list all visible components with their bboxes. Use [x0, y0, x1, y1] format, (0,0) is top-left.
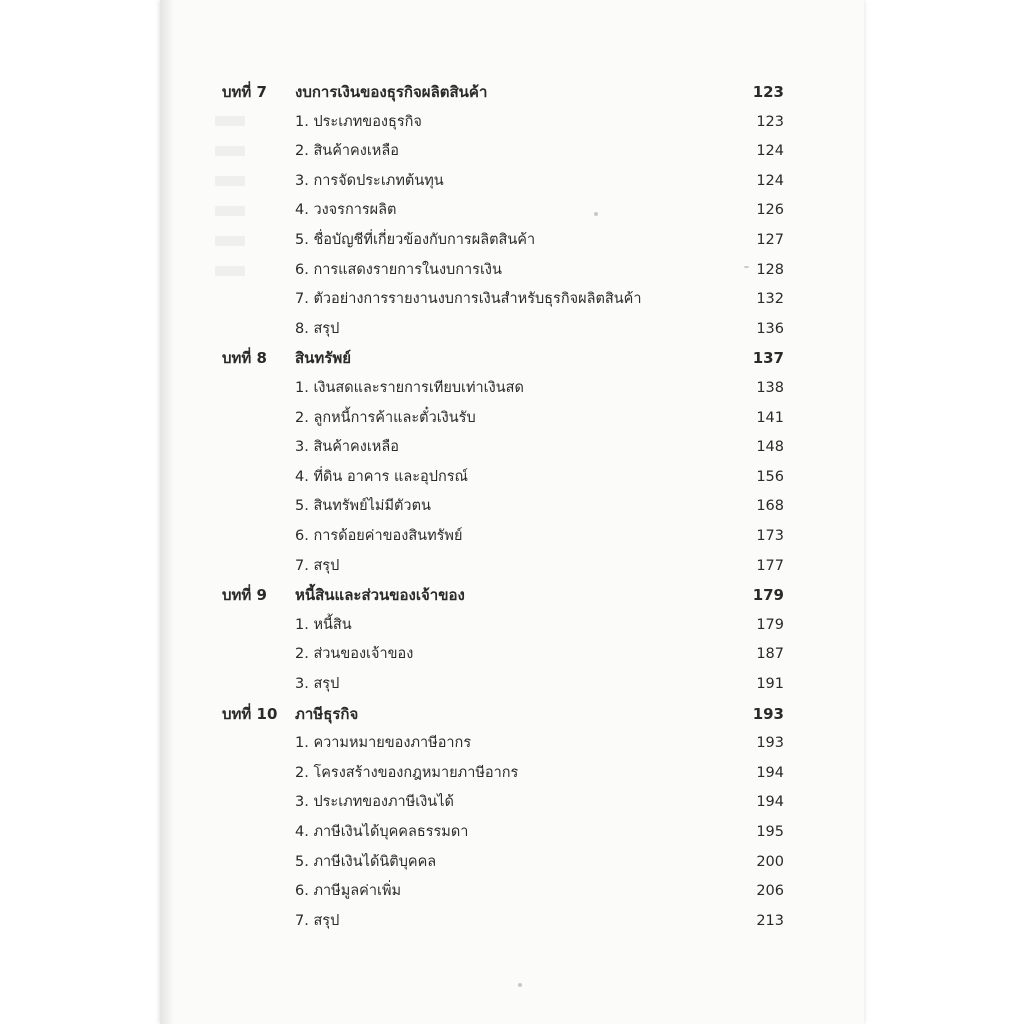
section-page-number: 127	[756, 232, 784, 248]
section-title: 7. สรุป	[295, 557, 340, 574]
section-page-number: 194	[756, 764, 784, 781]
toc-item-row	[0, 136, 1024, 166]
section-title: 2. ลูกหนี้การค้าและตั๋วเงินรับ	[295, 409, 476, 426]
toc-item-row	[0, 817, 1024, 847]
section-page-number: 168	[756, 498, 784, 515]
section-page-number: 179	[756, 616, 784, 633]
section-page-number: 193	[756, 735, 784, 752]
section-title: 7. ตัวอย่างการรายงานงบการเงินสำหรับธุรกิจผลิตสินค้า	[295, 291, 642, 308]
toc-item-row	[0, 787, 1024, 817]
toc-item-row	[0, 758, 1024, 788]
section-page-number: 173	[756, 528, 784, 544]
section-page-number: 141	[756, 409, 784, 426]
section-title: 3. สรุป	[295, 676, 340, 692]
chapter-row	[0, 580, 1024, 610]
toc-item-row	[0, 432, 1024, 462]
chapter-page-number: 193	[752, 704, 784, 723]
toc-item-row	[0, 284, 1024, 314]
section-title: 1. เงินสดและรายการเทียบเท่าเงินสด	[295, 380, 524, 396]
chapter-page-number: 137	[752, 349, 784, 368]
section-page-number: 132	[756, 291, 784, 308]
toc-item-row	[0, 314, 1024, 344]
section-title: 1. ประเภทของธุรกิจ	[295, 113, 422, 130]
section-title: 3. ประเภทของภาษีเงินได้	[295, 794, 454, 811]
chapter-number: บทที่ 7	[222, 83, 267, 101]
section-title: 7. สรุป	[295, 912, 340, 929]
section-page-number: 200	[756, 853, 784, 870]
toc-item-row	[0, 551, 1024, 581]
chapter-row	[0, 343, 1024, 373]
section-title: 3. สินค้าคงเหลือ	[295, 439, 399, 456]
section-page-number: 148	[756, 439, 784, 456]
toc-item-row	[0, 876, 1024, 906]
section-page-number: 128	[756, 261, 784, 278]
toc-item-row	[0, 847, 1024, 877]
chapter-title: หนี้สินและส่วนของเจ้าของ	[295, 586, 465, 605]
section-title: 4. วงจรการผลิต	[295, 202, 397, 219]
section-title: 4. ภาษีเงินได้บุคคลธรรมดา	[295, 824, 469, 840]
chapter-row	[0, 699, 1024, 729]
toc-item-row	[0, 255, 1024, 285]
section-page-number: 124	[756, 143, 784, 160]
toc-item-row	[0, 373, 1024, 403]
toc-item-row	[0, 521, 1024, 551]
toc-item-row	[0, 403, 1024, 433]
section-page-number: 206	[756, 883, 784, 900]
section-title: 5. สินทรัพย์ไม่มีตัวตน	[295, 498, 431, 515]
toc-item-row	[0, 610, 1024, 640]
section-page-number: 123	[756, 113, 784, 130]
chapter-number: บทที่ 10	[222, 704, 278, 723]
section-title: 2. โครงสร้างของกฎหมายภาษีอากร	[295, 764, 519, 781]
chapter-title: สินทรัพย์	[295, 349, 352, 368]
section-title: 4. ที่ดิน อาคาร และอุปกรณ์	[295, 468, 468, 485]
chapter-row	[0, 77, 1024, 107]
section-title: 1. ความหมายของภาษีอากร	[295, 735, 472, 752]
toc-item-row	[0, 225, 1024, 255]
chapter-number: บทที่ 9	[222, 586, 267, 605]
section-page-number: 156	[756, 468, 784, 485]
toc-item-row	[0, 669, 1024, 699]
section-page-number: 138	[756, 380, 784, 396]
chapter-number: บทที่ 8	[222, 349, 267, 368]
toc-item-row	[0, 728, 1024, 758]
section-page-number: 136	[756, 320, 784, 337]
section-title: 6. การด้อยค่าของสินทรัพย์	[295, 528, 463, 544]
section-page-number: 194	[756, 794, 784, 811]
chapter-page-number: 123	[752, 83, 784, 101]
toc-item-row	[0, 906, 1024, 936]
chapter-title: งบการเงินของธุรกิจผลิตสินค้า	[295, 83, 488, 101]
section-title: 2. ส่วนของเจ้าของ	[295, 646, 414, 663]
section-page-number: 187	[756, 646, 784, 663]
section-page-number: 213	[756, 912, 784, 929]
toc-item-row	[0, 491, 1024, 521]
section-title: 6. การแสดงรายการในงบการเงิน	[295, 261, 502, 278]
section-page-number: 124	[756, 172, 784, 189]
section-page-number: 126	[756, 202, 784, 219]
section-page-number: 177	[756, 557, 784, 574]
section-title: 3. การจัดประเภทต้นทุน	[295, 172, 444, 189]
section-title: 8. สรุป	[295, 320, 340, 337]
section-page-number: 195	[756, 824, 784, 840]
section-title: 5. ภาษีเงินได้นิติบุคคล	[295, 853, 437, 870]
section-title: 5. ชื่อบัญชีที่เกี่ยวข้องกับการผลิตสินค้า	[295, 232, 536, 248]
chapter-title: ภาษีธุรกิจ	[295, 704, 359, 723]
section-title: 2. สินค้าคงเหลือ	[295, 143, 399, 160]
toc-item-row	[0, 639, 1024, 669]
toc-item-row	[0, 107, 1024, 137]
section-title: 1. หนี้สิน	[295, 616, 352, 633]
section-page-number: 191	[756, 676, 784, 692]
section-title: 6. ภาษีมูลค่าเพิ่ม	[295, 883, 402, 900]
toc-item-row	[0, 462, 1024, 492]
toc-item-row	[0, 195, 1024, 225]
chapter-page-number: 179	[752, 586, 784, 605]
toc-item-row	[0, 166, 1024, 196]
